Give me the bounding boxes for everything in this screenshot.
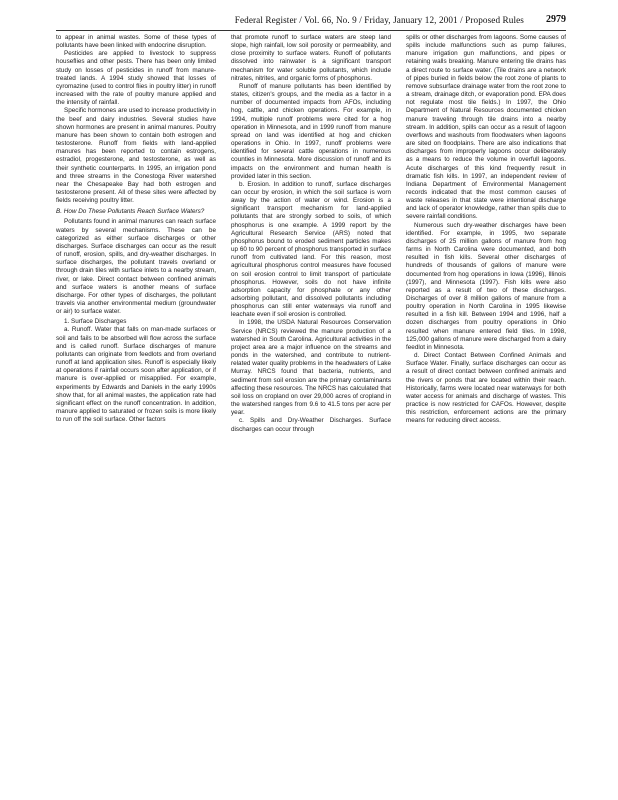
paragraph: that promote runoff to surface waters are steep land slope, high rainfall, low soil porosity or permeability, and close proximity to surface waters. Runoff of pollutants dissolved into rainwater is a significant transport mechanism for water soluble pollutants, which include nitrates, nitrites, and organic forms of phosphorus.	[231, 34, 391, 82]
header-citation: Federal Register / Vol. 66, No. 9 / Friday, January 12, 2001 / Proposed Rules	[234, 15, 524, 25]
paragraph: c. Spills and Dry-Weather Discharges. Surface discharges can occur through	[231, 417, 391, 433]
page-number: 2979	[546, 14, 566, 25]
text-column-left	[56, 34, 216, 774]
text-column-middle	[231, 34, 391, 774]
paragraph: Pollutants found in animal manures can reach surface waters by several mechanisms. These can be categorized as either surface discharges or other discharges. Surface discharges can occur as the result of runoff, erosion, spills, and dry-weather discharges. In surface discharges, the pollutant travels overland or through drain tiles with surface inlets to a nearby stream, river, or lake. Direct contact between confined animals and surface waters is another means of surface discharge. For other types of discharges, the pollutant travels via another environmental medium (groundwater or air) to surface water.	[56, 218, 216, 316]
header-rule	[56, 30, 566, 31]
paragraph: Numerous such dry-weather discharges have been identified. For example, in 1995, two separate discharges of 25 million gallons of manure from hog farms in North Carolina were documented, and both resulted in fish kills. Several other discharges of hundreds of thousands of gallons of manure were documented from hog operations in Iowa (1996), Illinois (1997), and Minnesota (1997). Fish kills were also reported as a result of two of these discharges. Discharges of over 8 million gallons of manure from a poultry operation in North Carolina in 1995 likewise resulted in a fish kill. Between 1994 and 1996, half a dozen discharges from poultry operations in Ohio resulted when manure entered field tiles. In 1998, 125,000 gallons of manure were discharged from a dairy feedlot in Minnesota.	[406, 221, 566, 351]
paragraph: Specific hormones are used to increase productivity in the beef and dairy industries. Several studies have shown hormones are present in animal manures. Poultry manure has been shown to contain both estrogen and testosterone. Runoff from fields with land-applied manures has been reported to contain estrogens, estradiol, progesterone, and testosterone, as well as their synthetic counterparts. In 1995, an irrigation pond and three streams in the Conestoga River watershed near the Chesapeake Bay had both estrogen and testosterone present. All of these sites were affected by fields receiving poultry litter.	[56, 107, 216, 205]
paragraph: spills or other discharges from lagoons. Some causes of spills include malfunctions such as pump failures, manure irrigation gun malfunctions, and pipes or retaining walls breaking. Manure entering tile drains has a direct route to surface water. (Tile drains are a network of pipes buried in fields below the root zone of plants to remove subsurface drainage water from the root zone to a stream, drainage ditch, or evaporation pond. EPA does not regulate most tile fields.) In 1997, the Ohio Department of Natural Resources documented chicken manure traveling through tile drains into a nearby stream. In addition, spills can occur as a result of lagoon overflows and washouts from floodwaters when lagoons are sited on floodplains. There are also indications that discharges from improperly lagoons occur deliberately as a means to reduce the volume in overfull lagoons. Acute discharges of this kind frequently result in dramatic fish kills. In 1997, an independent review of Indiana Department of Environmental Management records indicated that the most common causes of waste releases in that state were intentional discharge and lack of operator knowledge, rather than spills due to severe rainfall conditions.	[406, 34, 566, 221]
text-column-right	[406, 34, 566, 774]
subsection-heading: 1. Surface Discharges	[64, 318, 127, 326]
paragraph: a. Runoff. Water that falls on man-made surfaces or soil and fails to be absorbed will flow across the surface and is called runoff. Surface discharges of manure pollutants can originate from feedlots and from overland runoff at land application sites. Runoff is especially likely at operations if rainfall occurs soon after application, or if manure is over-applied or misapplied. For example, experiments by Edwards and Daniels in the early 1990s show that, for all animal wastes, the application rate had significant effect on the runoff concentration. In addition, manure applied to saturated or frozen soils is more likely to run off the soil surface. Other factors	[56, 326, 216, 424]
paragraph: Pesticides are applied to livestock to suppress houseflies and other pests. There has been only limited study on losses of pesticides in runoff from manure-treated lands. A 1994 study showed that losses of cyromazine (used to control flies in poultry litter) in runoff increased with the rate of poultry manure applied and the intensity of rainfall.	[56, 50, 216, 107]
paragraph: In 1998, the USDA Natural Resources Conservation Service (NRCS) reviewed the manure production of a watershed in South Carolina. Agricultural activities in the project area are a major influence on the streams and ponds in the watershed, and contribute to nutrient-related water quality problems in the headwaters of Lake Murray. NRCS found that bacteria, nutrients, and sediment from soil erosion are the primary contaminants affecting these resources. The NRCS has calculated that soil loss on cropland on over 29,000 acres of cropland in the watershed ranges from 9.6 to 41.5 tons per acre per year.	[231, 319, 391, 417]
paragraph: to appear in animal wastes. Some of these types of pollutants have been linked with endocrine disruption.	[56, 34, 216, 50]
page-header	[56, 14, 566, 28]
paragraph: d. Direct Contact Between Confined Animals and Surface Water. Finally, surface discharges can occur as a result of direct contact between confined animals and the rivers or ponds that are located within their reach. Historically, farms were located near waterways for both water access for animals and discharge of wastes. This practice is now restricted for CAFOs. However, despite this restriction, enforcement actions are the primary means for reducing direct access.	[406, 352, 566, 425]
paragraph: Runoff of manure pollutants has been identified by states, citizen's groups, and the media as a factor in a number of documented impacts from AFOs, including hog, cattle, and chicken operations. For example, in 1994, multiple runoff problems were cited for a hog operation in Minnesota, and in 1999 runoff from manure spread on land was identified at hog and chicken operations in Ohio. In 1997, runoff problems were identified for several cattle operations in numerous counties in Minnesota. More discussion of runoff and its impacts on the environment and human health is provided later in this section.	[231, 82, 391, 180]
paragraph: b. Erosion. In addition to runoff, surface discharges can occur by erosion, in which the soil surface is worn away by the action of water or wind. Erosion is a significant transport mechanism for land-applied pollutants that are strongly sorbed to soils, of which phosphorus is one example. A 1999 report by the Agricultural Research Service (ARS) noted that phosphorus bound to eroded sediment particles makes up 60 to 90 percent of phosphorus transported in surface runoff from cultivated land. For this reason, most agricultural phosphorus control measures have focused on soil erosion control to limit transport of particulate phosphorus. However, soils do not have infinite adsorption capacity for phosphate or any other adsorbing pollutant, and dissolved pollutants including phosphorus can still enter waterways via runoff and leachate even if soil erosion is controlled.	[231, 180, 391, 319]
section-heading: B. How Do These Pollutants Reach Surface Waters?	[56, 208, 205, 216]
